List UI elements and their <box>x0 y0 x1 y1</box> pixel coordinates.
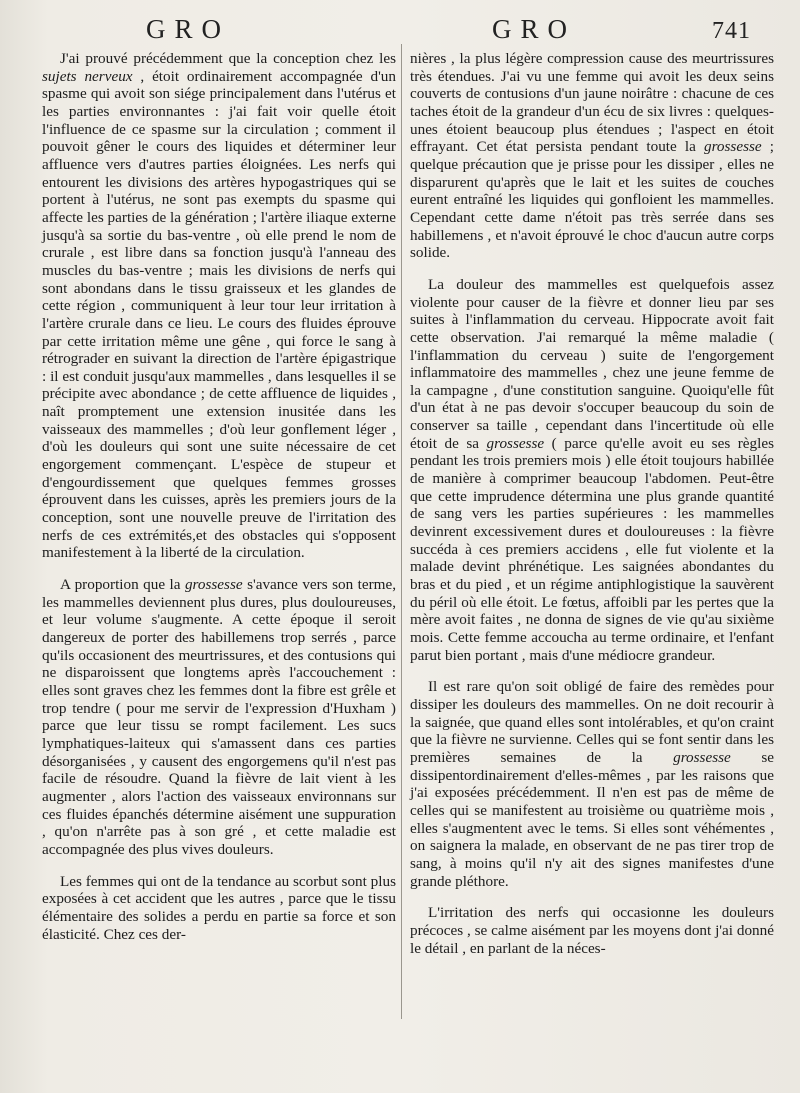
text-run: ( parce qu'elle avoit eu ses règles pendant les trois premiers mois ) elle étoit toujours habillée de manière à comprimer beaucoup l'abdomen. Peut-être que cette imprudence détermina une plus grande quantité de sang vers les parties supérieures : les mammelles devinrent excessivement dures et douloureuses : la fièvre succéda à ces premiers accidens , elle fut violente et la malade devint phrénétique. Les saignées abondantes du bras et du pied , et un régime antiphlogistique la sauvèrent du péril où elle étoit. Le fœtus, affoibli par les pertes que la mère avoit faites , ne donna de signes de vie qu'au sixième mois. Cette femme accoucha au terme ordinaire, et l'enfant parut bien portant , mais d'une médiocre grandeur. <box>410 434 774 664</box>
italic-term: grossesse <box>486 434 545 452</box>
text-run: La douleur des mammelles est quelquefois assez violente pour causer de la fièvre et donner lieu par ses suites à l'inflammation du cerveau. Hippocrate avoit fait cette observation. J'ai remarqué la même maladie ( l'inflammation du cerveau ) suite de l'engorgement inflammatoire des mammelles , chez une jeune femme de la campagne , d'une constitution sanguine. Quoiqu'elle fût d'un état à ne pas devoir s'occuper beaucoup du soin de conserver sa taille , cependant dans l'incertitude où elle étoit de sa <box>410 275 774 452</box>
page-number: 741 <box>712 18 751 44</box>
text-run: se dissipentordinairement d'elles-mêmes , par les raisons que j'ai exposées précédemment. Il n'en est pas de même de celles qui se manifestent au troisième ou quatrième mois , elles s'augmentent avec le tems. Si elles sont véhémentes , on saignera la malade, en observant de ne pas tirer trop de sang, à moins qu'il n'y ait des signes manifestes d'une grande pléthore. <box>410 748 774 890</box>
text-run: ; quelque précaution que je prisse pour les dissiper , elles ne disparurent qu'après que le lait et les suites de couches eurent entraîné les liquides qui gonfloient les mammelles. Cependant cette dame n'étoit pas très serrée dans ses habillemens , et n'avoit éprouvé le choc d'aucun autre corps solide. <box>410 138 774 262</box>
italic-term: grossesse <box>703 138 762 156</box>
column-divider <box>401 44 402 1019</box>
text-run: , étoit ordinairement accompagnée d'un spasme qui avoit son siége principalement dans l'utérus et les parties environnantes : j'ai fait voir quelle étoit l'influence de ce spasme sur la circulation ; comment il pouvoit gêner le cours des liquides et déterminer leur affluence vers d'autres parties éloignées. Les nerfs qui entourent les divisions des artères hypogastriques qui se portent à l'utérus, ne sont pas exempts du spasme qui affecte les parties de la génération ; l'artère iliaque externe jusqu'à sa sortie du bas-ventre , où elle prend le nom de crurale , est libre dans sa fonction jusqu'à l'anneau des muscles du bas-ventre ; mais les divisions de nerfs qui sont abondans dans le tissu graisseux et les glandes de cette région , communiquent à leur tour leur irritation à l'artère crurale dans ce lieu. Le cours des fluides éprouve par cette irritation même une gêne , qui force le sang à rétrograder en suivant la direction de l'artère épigastrique : il est conduit jusqu'aux mammelles , dans lesquelles il se précipite avec abondance ; de cette affluence de liquides , naît promptement une extension inusitée dans les vaisseaux des mammelles ; d'où leur gonflement léger , d'où les douleurs qui sont une suite nécessaire de cet engorgement commençant. L'espèce de stupeur et d'engourdissement que quelques femmes grosses éprouvent dans les cuisses, après les premiers jours de la conception, sont une nouvelle preuve de l'irritation des nerfs de ces extrémités,et des obstacles qui s'opposent manifestement à la liberté de la circulation. <box>42 67 396 562</box>
paragraph <box>410 678 774 890</box>
paragraph <box>42 873 396 944</box>
italic-term: sujets nerveux <box>42 67 133 85</box>
left-text-column <box>42 50 396 957</box>
text-run: A proportion que la <box>60 576 185 594</box>
paragraph <box>42 576 396 859</box>
right-text-column <box>410 50 774 971</box>
paragraph <box>42 50 396 562</box>
paragraph <box>410 276 774 664</box>
paragraph <box>410 904 774 957</box>
text-run: s'avance vers son terme, les mammelles deviennent plus dures, plus douloureuses, et leur volume s'augmente. A cette époque il seroit dangereux de porter des habillemens trop serrés , parce qu'ils occasionent des meurtrissures, et des contusions qui ne disparoissent que longtems après l'accouchement : elles sont graves chez les femmes dont la fibre est grêle et trop tendre ( pour me servir de l'expression d'Huxham ) parce que leur tissu se rompt facilement. Les sucs lymphatiques-laiteux qui s'amassent dans ces parties désorganisées , y causent des engorgemens qu'il n'est pas facile de résoudre. Quand la fièvre de lait vient à les augmenter , alors l'action des vaisseaux environnans sur ces fluides épanchés détermine aisément une suppuration , qu'on n'arrête pas à son gré , et cette maladie est accompagnée des plus vives douleurs. <box>42 576 396 858</box>
text-run: Il est rare qu'on soit obligé de faire des remèdes pour dissiper les douleurs des mammelles. On ne doit recourir à la saignée, que quand elles sont intolérables, et qu'on craint que la fièvre ne survienne. Celles qui se font sentir dans les premières semaines de la <box>410 678 774 766</box>
italic-term: grossesse <box>184 576 243 594</box>
running-header-left: GRO <box>146 14 231 44</box>
italic-term: grossesse <box>673 748 731 766</box>
text-run: nières , la plus légère compression cause des meurtrissures très étendues. J'ai vu une femme qui avoit les deux seins couverts de contusions d'un jaune noirâtre : chacune de ces taches étoit de la grandeur d'un écu de six livres : quelques-unes étoient beaucoup plus étendues ; l'aspect en étoit effrayant. Cet état persista pendant toute la <box>410 50 774 156</box>
text-run: J'ai prouvé précédemment que la conception chez les <box>60 50 396 67</box>
text-run: L'irritation des nerfs qui occasionne les douleurs précoces , se calme aisément par les moyens dont j'ai donné le détail , en parlant de la néces- <box>410 904 774 957</box>
paragraph <box>410 50 774 262</box>
text-run: Les femmes qui ont de la tendance au scorbut sont plus exposées à cet accident que les autres , parce que le tissu élémentaire des solides a perdu en partie sa force et son élasticité. Chez ces der- <box>42 872 396 943</box>
running-header-right: GRO <box>492 14 577 44</box>
